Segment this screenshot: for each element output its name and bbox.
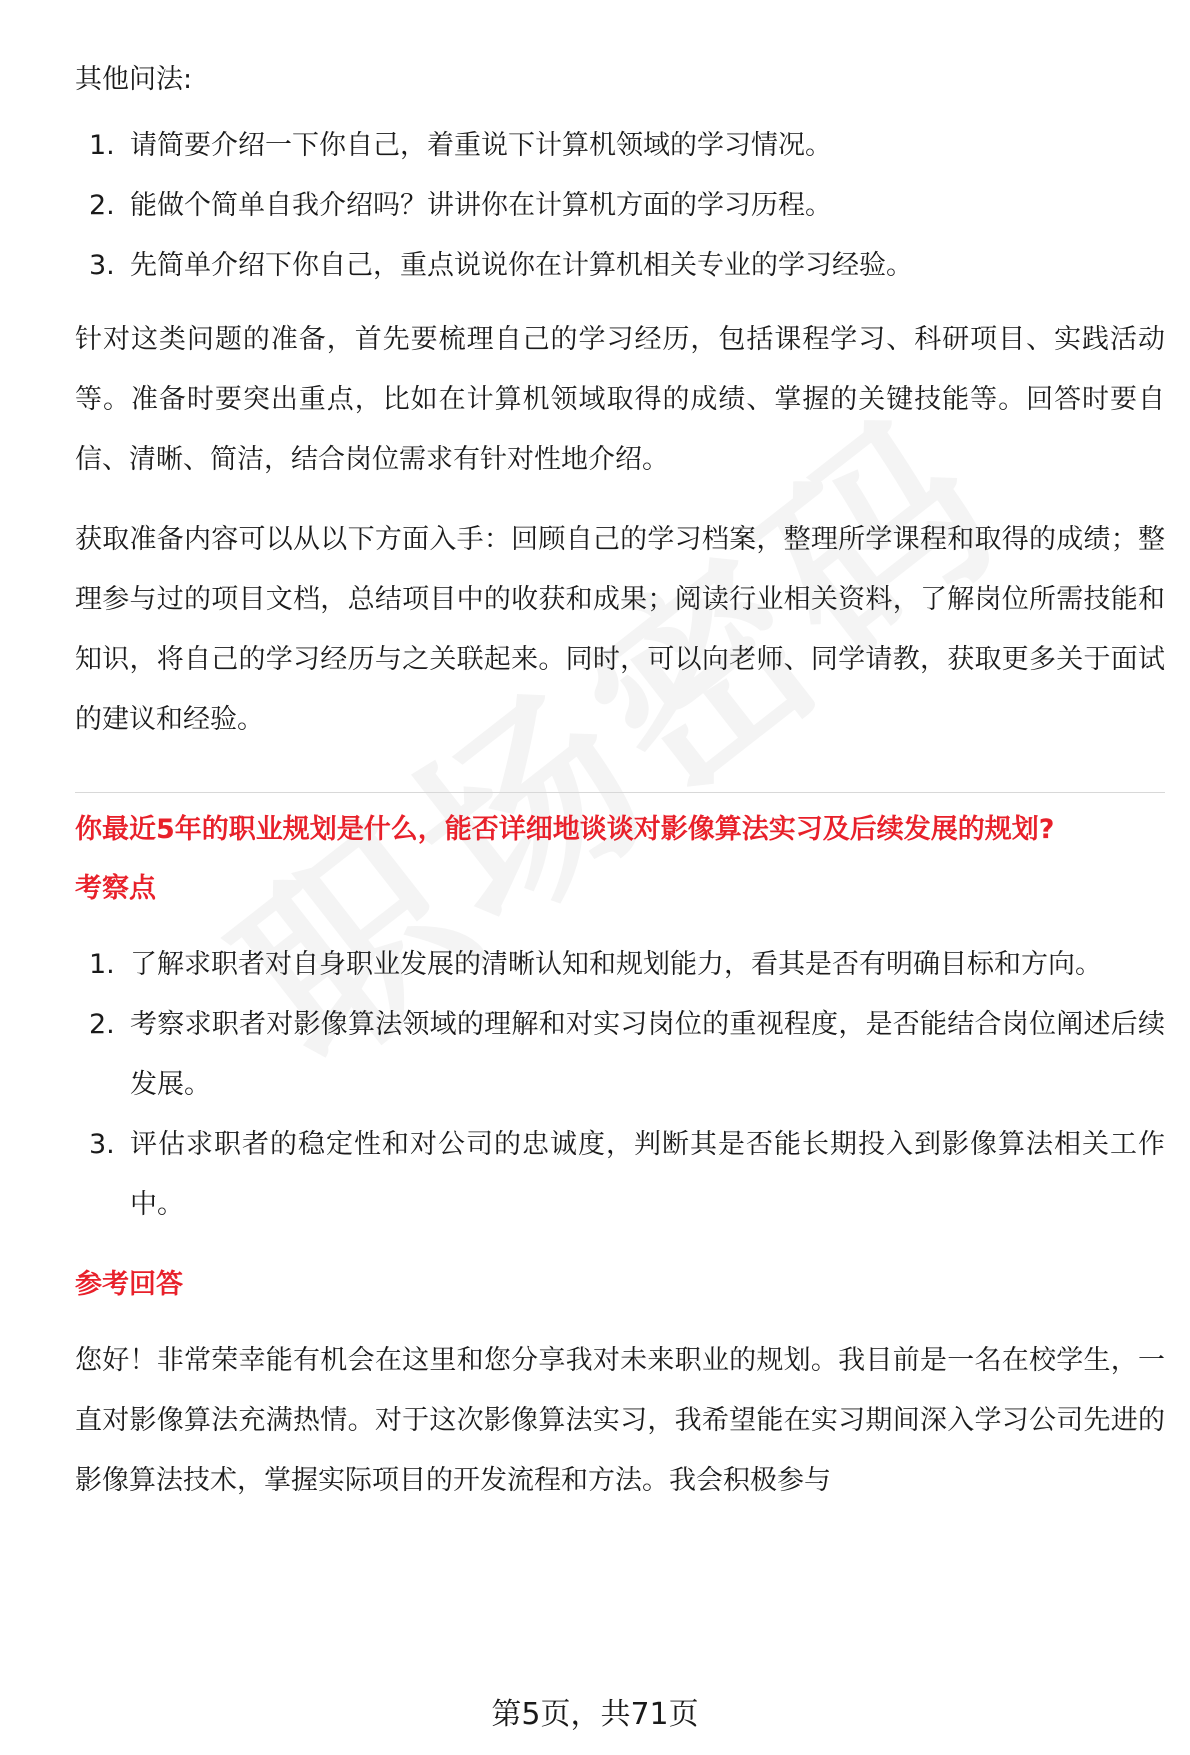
list-text: 了解求职者对自身职业发展的清晰认知和规划能力，看其是否有明确目标和方向。 xyxy=(130,949,1102,980)
list-item xyxy=(75,126,1165,166)
reference-answer-text: 您好！非常荣幸能有机会在这里和您分享我对未来职业的规划。我目前是一名在校学生，一直对影像算法充满热情。对于这次影像算法实习，我希望能在实习期间深入学习公司先进的影像算法技术，掌握实际项目的开发流程和方法。我会积极参与 xyxy=(75,1345,1165,1496)
reference-answer-heading: 参考回答 xyxy=(75,1269,183,1300)
list-item xyxy=(75,1115,1165,1235)
list-text: 先简单介绍下你自己，重点说说你在计算机相关专业的学习经验。 xyxy=(130,250,913,281)
list-number: 1. xyxy=(89,130,115,161)
list-number: 2. xyxy=(89,1009,115,1040)
key-points-list xyxy=(75,935,1165,1235)
key-points-heading: 考察点 xyxy=(75,873,156,904)
page-content xyxy=(75,60,1165,1511)
list-text: 能做个简单自我介绍吗？讲讲你在计算机方面的学习历程。 xyxy=(130,190,832,221)
page-number-footer: 第5页，共71页 xyxy=(491,1697,699,1732)
list-text: 请简要介绍一下你自己，着重说下计算机领域的学习情况。 xyxy=(130,130,832,161)
list-item xyxy=(75,186,1165,226)
list-item xyxy=(75,995,1165,1115)
preparation-paragraph: 针对这类问题的准备，首先要梳理自己的学习经历，包括课程学习、科研项目、实践活动等。准备时要突出重点，比如在计算机领域取得的成绩、掌握的关键技能等。回答时要自信、清晰、简洁，结合岗位需求有针对性地介绍。 xyxy=(75,324,1165,475)
list-item xyxy=(75,935,1165,995)
list-text: 评估求职者的稳定性和对公司的忠诚度，判断其是否能长期投入到影像算法相关工作中。 xyxy=(130,1129,1165,1220)
question-title: 你最近5年的职业规划是什么，能否详细地谈谈对影像算法实习及后续发展的规划? xyxy=(75,814,1055,845)
list-number: 3. xyxy=(89,250,115,281)
list-number: 2. xyxy=(89,190,115,221)
list-number: 3. xyxy=(89,1129,115,1160)
alt-questions-label: 其他问法: xyxy=(75,64,193,95)
list-text: 考察求职者对影像算法领域的理解和对实习岗位的重视程度，是否能结合岗位阐述后续发展。 xyxy=(130,1009,1165,1100)
alt-questions-list xyxy=(75,126,1165,286)
sources-paragraph: 获取准备内容可以从以下方面入手：回顾自己的学习档案，整理所学课程和取得的成绩；整理参与过的项目文档，总结项目中的收获和成果；阅读行业相关资料，了解岗位所需技能和知识，将自己的学习经历与之关联起来。同时，可以向老师、同学请教，获取更多关于面试的建议和经验。 xyxy=(75,524,1165,735)
list-item xyxy=(75,246,1165,286)
list-number: 1. xyxy=(89,949,115,980)
section-divider xyxy=(75,792,1165,793)
